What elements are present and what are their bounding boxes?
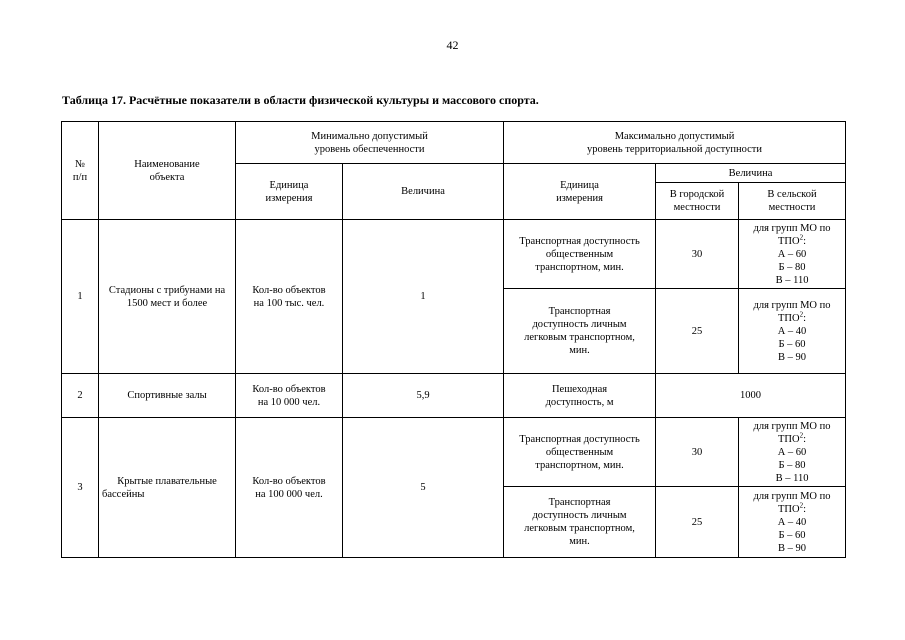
indicators-table <box>61 121 846 558</box>
row-num: 2 <box>62 374 99 418</box>
row-rural: для групп МО по ТПО$^2$: А – 60 Б – 80 В – 110 <box>739 418 846 487</box>
row-access: Транспортная доступность личным легковым транспортном, мин. <box>504 289 656 374</box>
row-access: Транспортная доступность общественным транспортном, мин. <box>504 418 656 487</box>
table-row <box>62 418 846 487</box>
row-unit: Кол-во объектов на 100 тыс. чел. <box>236 220 343 374</box>
row-rural: для групп МО по ТПО$^2$: А – 60 Б – 80 В – 110 <box>739 220 846 289</box>
row-name: Спортивные залы <box>99 374 236 418</box>
row-urban: 30 <box>656 220 739 289</box>
row-value: 5 <box>343 418 504 558</box>
row-urban: 25 <box>656 289 739 374</box>
row-urban: 25 <box>656 487 739 558</box>
header-max-group: Максимально допустимый уровень территориальной доступности <box>504 122 846 164</box>
row-value: 5,9 <box>343 374 504 418</box>
header-value: Величина <box>343 164 504 220</box>
row-num: 3 <box>62 418 99 558</box>
header-access-unit: Единица измерения <box>504 164 656 220</box>
row-distance: 1000 <box>656 374 846 418</box>
header-name: Наименование объекта <box>99 122 236 220</box>
row-access: Транспортная доступность общественным транспортном, мин. <box>504 220 656 289</box>
table-row <box>62 374 846 418</box>
header-rural: В сельской местности <box>739 183 846 220</box>
header-num: № п/п <box>62 122 99 220</box>
page-number: 42 <box>446 38 459 52</box>
row-name: Крытые плавательные бассейны <box>99 418 236 558</box>
row-urban: 30 <box>656 418 739 487</box>
header-urban: В городской местности <box>656 183 739 220</box>
row-rural: для групп МО по ТПО$^2$: А – 40 Б – 60 В – 90 <box>739 487 846 558</box>
row-rural: для групп МО по ТПО$^2$: А – 40 Б – 60 В – 90 <box>739 289 846 374</box>
header-access-value: Величина <box>656 164 846 183</box>
row-value: 1 <box>343 220 504 374</box>
row-unit: Кол-во объектов на 100 000 чел. <box>236 418 343 558</box>
row-name: Стадионы с трибунами на 1500 мест и более <box>99 220 236 374</box>
row-access: Пешеходная доступность, м <box>504 374 656 418</box>
header-min-group: Минимально допустимый уровень обеспеченности <box>236 122 504 164</box>
row-num: 1 <box>62 220 99 374</box>
table-row <box>62 220 846 289</box>
row-access: Транспортная доступность личным легковым транспортном, мин. <box>504 487 656 558</box>
table-caption: Таблица 17. Расчётные показатели в области физической культуры и массового спорта. <box>62 93 539 107</box>
header-unit: Единица измерения <box>236 164 343 220</box>
row-unit: Кол-во объектов на 10 000 чел. <box>236 374 343 418</box>
